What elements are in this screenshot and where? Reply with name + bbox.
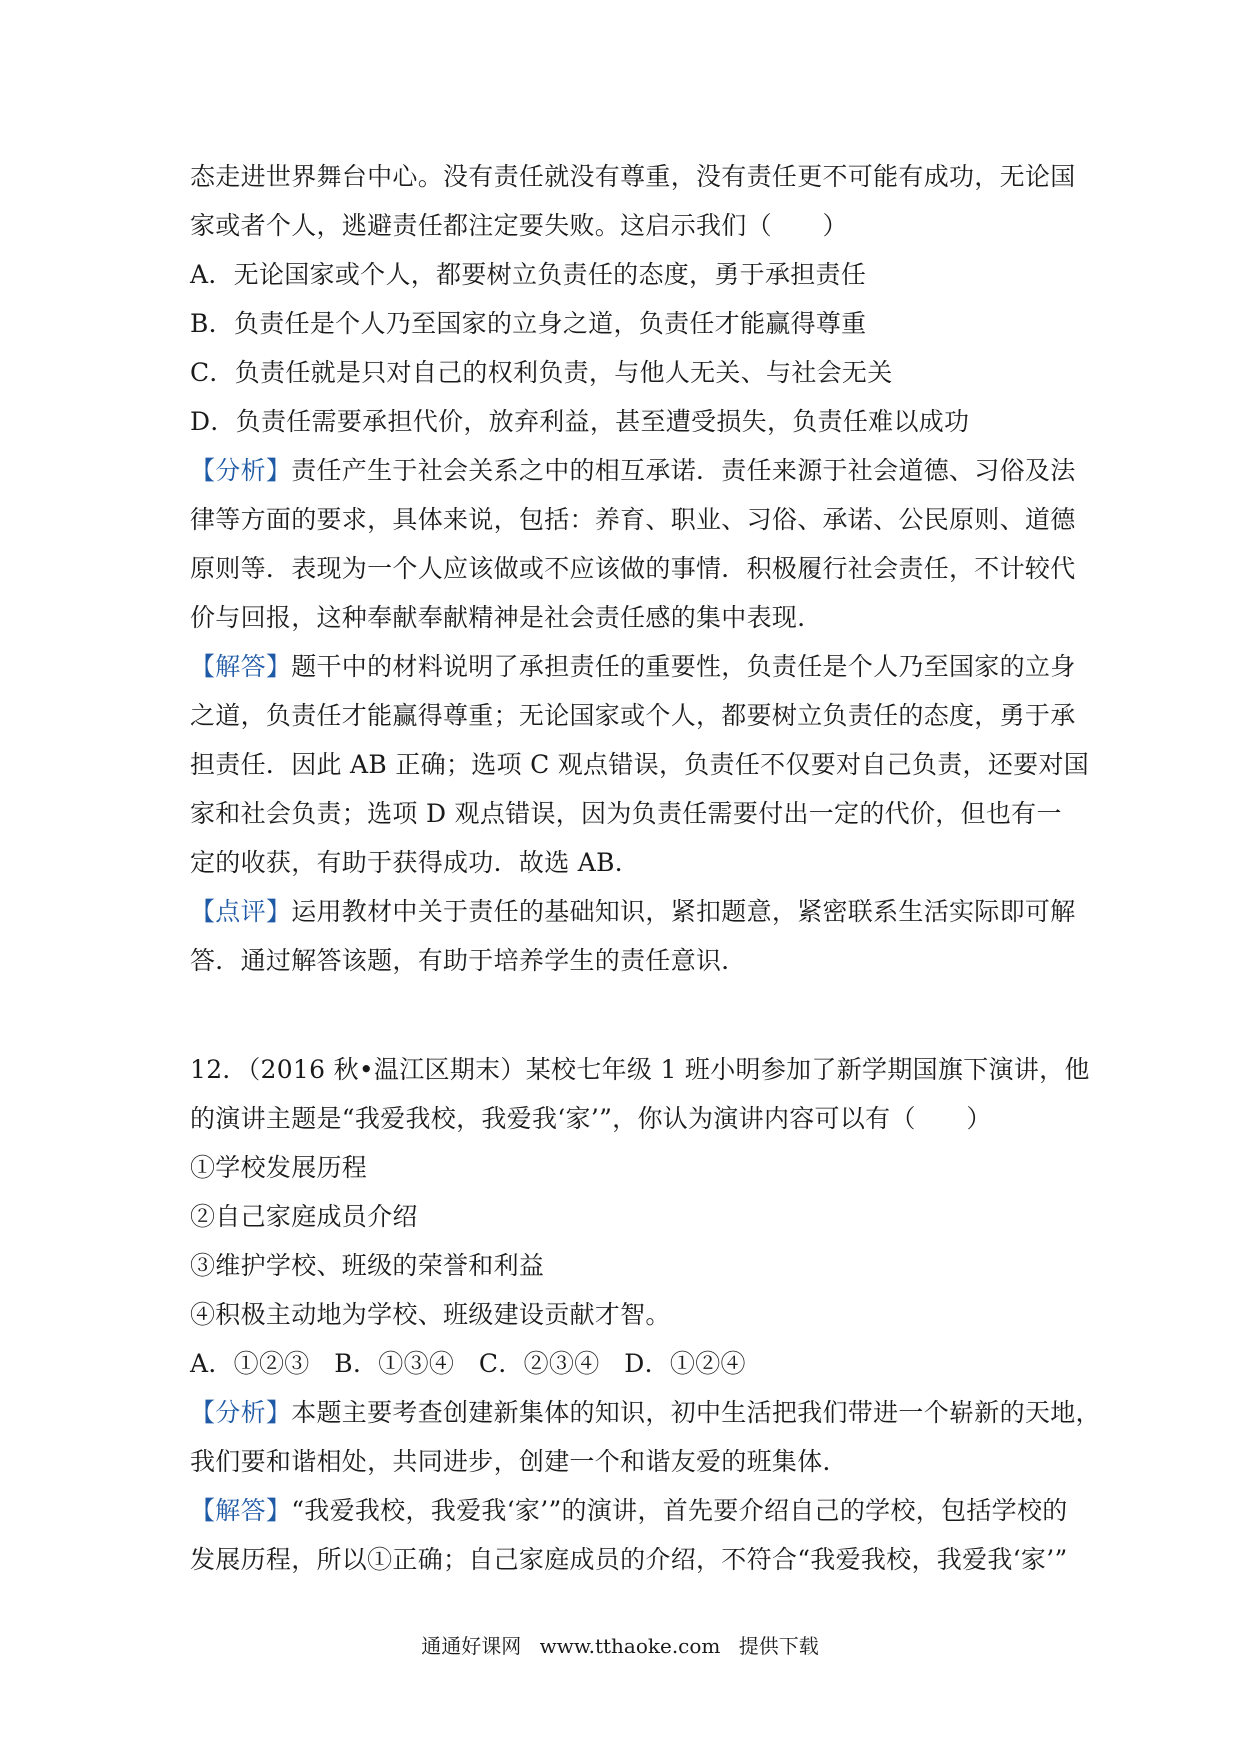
answer-tag: 【解答】: [190, 652, 292, 681]
analysis-text: 责任产生于社会关系之中的相互承诺．责任来源于社会道德、习俗及法: [291, 456, 1076, 485]
answer-line: 担责任．因此 AB 正确；选项 C 观点错误，负责任不仅要对自己负责，还要对国: [190, 750, 1090, 779]
text-line: 12．（2016 秋•温江区期末）某校七年级 1 班小明参加了新学期国旗下演讲，他: [190, 1055, 1090, 1084]
q11-stem: [190, 152, 1076, 250]
text-line: 家或者个人，逃避责任都注定要失败。这启示我们（ ）: [190, 211, 848, 240]
analysis-tag: 【分析】: [190, 456, 292, 485]
q12-answer: [190, 1486, 1068, 1584]
list-item: ①学校发展历程: [190, 1153, 368, 1182]
text-line: 态走进世界舞台中心。没有责任就没有尊重，没有责任更不可能有成功，无论国: [190, 162, 1076, 191]
answer-line: [190, 642, 1076, 691]
footer-note: 提供下载: [738, 1634, 819, 1658]
analysis-line: 原则等．表现为一个人应该做或不应该做的事情．积极履行社会责任，不计较代: [190, 554, 1076, 583]
question-spacer: [190, 985, 1060, 1045]
answer-tag: 【解答】: [190, 1496, 292, 1525]
q11-comment: [190, 887, 1076, 985]
text-line: 的演讲主题是“我爱我校，我爱我‘家’”，你认为演讲内容可以有（ ）: [190, 1104, 992, 1133]
answer-line: [190, 1486, 1068, 1535]
document-page: [190, 152, 1101, 1584]
footer-url: www.tthaoke.com: [539, 1634, 721, 1658]
page-footer: [0, 1630, 1240, 1659]
comment-line: [190, 887, 1076, 936]
q11-options: [190, 250, 1060, 446]
q12-analysis: [190, 1388, 1101, 1486]
list-item: ②自己家庭成员介绍: [190, 1202, 418, 1231]
analysis-tag: 【分析】: [190, 1398, 292, 1427]
answer-line: 家和社会负责；选项 D 观点错误，因为负责任需要付出一定的代价，但也有一: [190, 799, 1062, 828]
analysis-line: 价与回报，这种奉献奉献精神是社会责任感的集中表现．: [190, 603, 823, 632]
analysis-line: 律等方面的要求，具体来说，包括：养育、职业、习俗、承诺、公民原则、道德: [190, 505, 1076, 534]
footer-site: 通通好课网: [421, 1634, 522, 1658]
q12-choices: A．①②③ B．①③④ C．②③④ D．①②④: [190, 1349, 746, 1378]
analysis-line: [190, 1388, 1101, 1437]
option-a: A．无论国家或个人，都要树立负责任的态度，勇于承担责任: [190, 260, 867, 289]
option-c: C．负责任就是只对自己的权利负责，与他人无关、与社会无关: [190, 358, 893, 387]
option-d: D．负责任需要承担代价，放弃利益，甚至遭受损失，负责任难以成功: [190, 407, 970, 436]
analysis-text: 本题主要考查创建新集体的知识，初中生活把我们带进一个崭新的天地，: [291, 1398, 1101, 1427]
comment-line: 答．通过解答该题，有助于培养学生的责任意识．: [190, 946, 747, 975]
q12-stem: [190, 1045, 1090, 1143]
q11-analysis: [190, 446, 1076, 642]
comment-tag: 【点评】: [190, 897, 292, 926]
list-item: ③维护学校、班级的荣誉和利益: [190, 1251, 545, 1280]
analysis-line: [190, 446, 1076, 495]
option-b: B．负责任是个人乃至国家的立身之道，负责任才能赢得尊重: [190, 309, 867, 338]
list-item: ④积极主动地为学校、班级建设贡献才智。: [190, 1300, 671, 1329]
analysis-line: 我们要和谐相处，共同进步，创建一个和谐友爱的班集体．: [190, 1447, 848, 1476]
answer-text: 题干中的材料说明了承担责任的重要性，负责任是个人乃至国家的立身: [291, 652, 1076, 681]
q11-answer: [190, 642, 1090, 887]
answer-line: 定的收获，有助于获得成功．故选 AB．: [190, 848, 641, 877]
q12-items: [190, 1143, 1060, 1339]
comment-text: 运用教材中关于责任的基础知识，紧扣题意，紧密联系生活实际即可解: [291, 897, 1076, 926]
answer-line: 之道，负责任才能赢得尊重；无论国家或个人，都要树立负责任的态度，勇于承: [190, 701, 1076, 730]
answer-text: “我爱我校，我爱我‘家’”的演讲，首先要介绍自己的学校，包括学校的: [291, 1496, 1068, 1525]
answer-line: 发展历程，所以①正确；自己家庭成员的介绍，不符合“我爱我校，我爱我‘家’”: [190, 1545, 1068, 1574]
